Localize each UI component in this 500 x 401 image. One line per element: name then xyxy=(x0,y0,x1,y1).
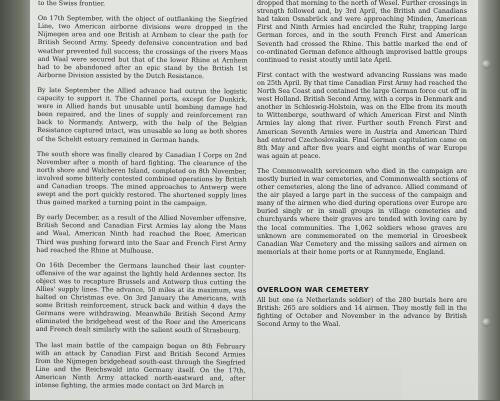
bolt-icon xyxy=(482,60,491,69)
paragraph: to the Swiss frontier. xyxy=(37,0,106,8)
paragraph: The Commonwealth servicemen who died in the campaign are mostly buried in war cemeteries, and Commonwealth sections of other cemeteries, along the line of advance. Allied command of the air played a large part in the success of the campaign and many of the airmen who died during operations over Europe are buried singly or in small groups in village cemeteries and churchyards where their graves are tended with loving care by the local communities. The 1,062 soldiers whose graves are unknown are commemorated on the memorial in Groesbeek Canadian War Cemetery and the missing sailors and airmen on memorials at their home ports or at Runnymede, England. xyxy=(257,167,467,256)
spacer xyxy=(257,264,467,286)
paragraph: By late September the Allied advance had outrun the logistic capacity to support it. The Channel ports, except for Dunkirk, were in Allied hands but unusable until bombing damage had been repaired, and the lines of supply and reinforcement ran back to Normandy. Antwerp, with the help of the Belgian Resistance captured intact, was unusable so long as both shores of the Scheldt estuary remained in German hands. xyxy=(37,86,248,144)
paragraph: The last main battle of the campaign began on 8th February with an attack by Canadian First and British Second Armies from the Nijmegen bridgehead south-east through the Siegfried Line and the Reichswald into Germany itself. On the 17th, American Ninth Army attacked north-eastward and, after intense fighting, the armies made contact on 3rd March in xyxy=(35,341,246,391)
paragraph: The south shore was finally cleared by Canadian I Corps on 2nd November after a month of hard fighting. The clearance of the north shore and Walcheren Island, completed on 8th November, involved some bitterly contested combined operations by British and Canadian troops. The mined approaches to Antwerp were swept and the port quickly restored. The shortened supply lines thus gained marked a turning point in the campaign. xyxy=(36,150,247,208)
cemetery-paragraph: All but one (a Netherlands soldier) of the 280 burials here are British: 265 are soldiers and 14 airmen. They mostly fell in the fighting of October and November in the advance by British Second Army to the Waal. xyxy=(257,297,467,329)
paragraph: On 17th September, with the object of outflanking the Siegfried Line, two American airborne divisions were dropped in the Nijmegen area and one British at Arnhem to clear the path for British Second Army. Speedy defensive concentration and bad weather prevented full success; the crossings of the rivers Maas and Waal were secured but that of the lower Rhine at Arnhem had to be abandoned after an epic stand by the British 1st Airborne Division assisted by the Dutch Resistance. xyxy=(37,15,248,81)
paragraph: First contact with the westward advancing Russians was made on 25th April. By that time Canadian First Army had reached the North Sea Coast and contained the large German force cut off in west Holland. British Second Army, with a corps in Denmark and another in Schleswig-Holstein, was on the Elbe from its mouth to Wittenberge, southward of which American First and Ninth Armies lay along that river. Further south French First and American Seventh Armies were in Austria and American Third had entered Czechoslovakia. Final German capitulation came on 8th May and after five years and eight months of war Europe was again at peace. xyxy=(257,71,467,160)
cemetery-heading: OVERLOON WAR CEMETERY xyxy=(257,285,369,294)
map-fragment xyxy=(252,338,402,400)
bolt-icon xyxy=(482,318,491,327)
paragraph: By early December, as a result of the Allied November offensive, British Second and Canadian First Armies lay along the Maas and Waal, American Ninth had reached the Roer, American Third was pushing forward into the Saar and French First Army had reached the Rhine at Mulhouse. xyxy=(36,214,247,255)
paragraph: On 16th December the Germans launched their last counter-offensive of the war against the lightly held Ardennes sector. Its object was to recapture Brussels and Antwerp thus cutting the Allies' supply lines. The advance, 50 miles at its maximum, was halted on Christmas eve. On 3rd January the Americans, with some British reinforcement, struck back and within 4 days the Germans were withdrawing. Meanwhile British Second Army eliminated the bridgehead west of the Roer and the Americans and French dealt similarly with the salient south of Strasbourg. xyxy=(35,261,247,335)
left-text-column xyxy=(35,0,248,401)
paragraph: dropped that morning to the north of Wesel. Further crossings in strength followed and, by 3rd April, the British and Canadians had taken Osnabrück and were approaching Minden, American First and Ninth Armies had encircled the Ruhr, trapping large German forces, and in the south French First and American Seventh had crossed the Rhine. This battle marked the end of co-ordinated German defence although improvised battle groups continued to resist stoutly until late April. xyxy=(257,0,467,64)
panel-frame-left xyxy=(0,0,30,400)
